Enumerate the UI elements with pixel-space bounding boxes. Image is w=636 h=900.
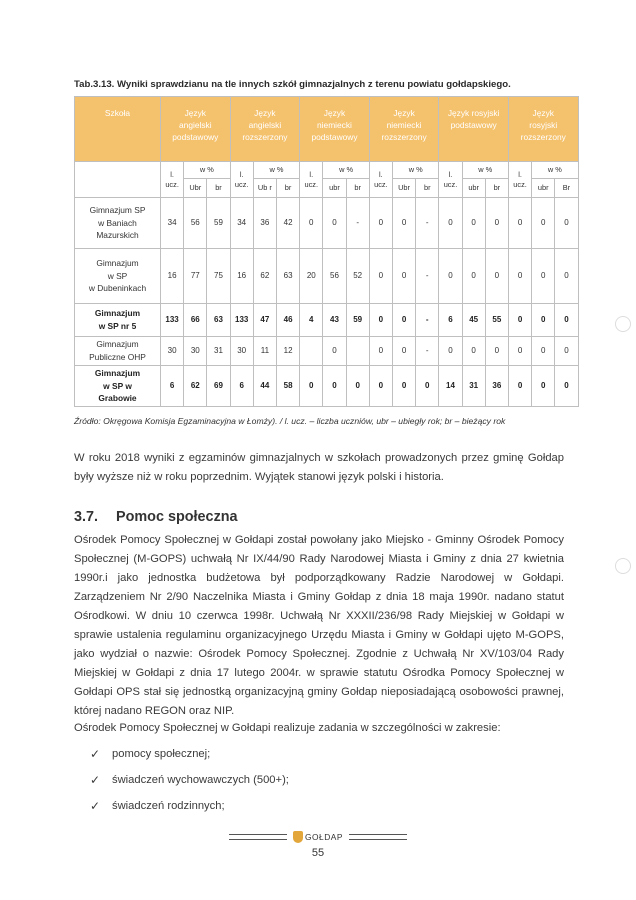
table-cell: 0 [462, 198, 485, 249]
subheader-l: l. [170, 170, 174, 180]
table-cell: - [346, 198, 369, 249]
group-header-line: Język [254, 108, 276, 118]
subheader-year: br [485, 179, 508, 198]
table-cell: 0 [323, 337, 346, 366]
subheader-year: br [416, 179, 439, 198]
table-row [75, 337, 579, 366]
table-cell: 0 [439, 249, 462, 304]
column-header-group [439, 97, 509, 162]
school-name-cell [75, 304, 161, 337]
list-item-text: świadczeń rodzinnych; [112, 800, 225, 812]
subheader-ucz: ucz. [165, 179, 179, 189]
table-cell: 0 [555, 249, 578, 304]
section-heading [74, 509, 238, 525]
footer-rule-right [349, 834, 407, 840]
table-cell: 0 [392, 337, 415, 366]
punch-hole-mark [615, 558, 631, 574]
table-cell: 0 [392, 366, 415, 407]
page-footer [0, 831, 636, 859]
school-name-cell [75, 337, 161, 366]
table-cell: 42 [276, 198, 299, 249]
group-header-line: Język [184, 108, 206, 118]
list-item [90, 741, 289, 767]
table-cell: 43 [323, 304, 346, 337]
table-cell: 0 [532, 198, 555, 249]
table-cell: 0 [416, 366, 439, 407]
punch-hole-mark [615, 316, 631, 332]
task-list [90, 741, 289, 819]
school-name-cell [75, 249, 161, 304]
table-cell: 0 [369, 337, 392, 366]
table-cell: 0 [346, 366, 369, 407]
subheader-year: Ub r [253, 179, 276, 198]
table-cell: - [416, 249, 439, 304]
school-name-line: w Baniach [98, 217, 137, 228]
table-cell: 44 [253, 366, 276, 407]
subheader-year: br [207, 179, 230, 198]
table-cell: 0 [485, 337, 508, 366]
subheader-count [508, 162, 531, 198]
table-cell: 6 [161, 366, 184, 407]
subheader-percent: w % [253, 162, 299, 179]
table-caption: Tab.3.13. Wyniki sprawdzianu na tle innych szkół gimnazjalnych z terenu powiatu gołdapskiego. [74, 79, 511, 90]
subheader-l: l. [379, 170, 383, 180]
school-name-line: Gimnazjum [94, 368, 141, 379]
table-cell: 30 [161, 337, 184, 366]
subheader-ucz: ucz. [374, 179, 388, 189]
section-title: Pomoc społeczna [116, 509, 238, 525]
school-name-line: Gimnazjum [94, 308, 141, 319]
table-cell: 47 [253, 304, 276, 337]
subheader-ucz: ucz. [443, 179, 458, 189]
subheader-year: ubr [323, 179, 346, 198]
table-cell: - [416, 337, 439, 366]
school-name-line: Grabowie [98, 393, 137, 404]
table-cell: 0 [369, 198, 392, 249]
paragraph-ops-history: Ośrodek Pomocy Społecznej w Gołdapi został powołany jako Miejsko - Gminny Ośrodek Pomocy Społecznej (M-GOPS) uchwałą Nr IX/44/90 Rady Narodowej Miasta i Gminy z dnia 27 kwietnia 1990r.i jako jednostka budżetowa był podporządkowany Radzie Narodowej w Gołdapi. Zarządzeniem Nr 2/90 Naczelnika Miasta i Gminy Gołdap z dnia 18 maja 1990r. nadano statut Ośrodkowi. W dniu 10 czerwca 1998r. Uchwałą Nr XXXII/236/98 Rady Miejskiej w Gołdapi w sprawie ustalenia regulaminu organizacyjnego Urzędu Miasta i Gminy w Gołdapi ujęto M-GOPS, jako wydział o nazwie: Ośrodek Pomocy Społecznej. Zgodnie z Uchwałą Nr XV/103/04 Rady Miejskiej w Gołdapi z dnia 17 lutego 2004r. w sprawie statutu Ośrodka Pomocy Społecznej w Gołdapi OPS stał się jednostką organizacyjną gminy Gołdap nieposiadającą osobowości prawnej, której nadano REGON oraz NIP. [74, 534, 564, 717]
group-header-line: rozszerzony [520, 132, 566, 143]
school-name-line: w SP [107, 270, 128, 281]
coat-of-arms-icon [293, 831, 303, 843]
table-cell: 0 [323, 198, 346, 249]
table-cell: 31 [462, 366, 485, 407]
school-name-line: Publiczne OHP [89, 352, 146, 362]
table-cell: 34 [161, 198, 184, 249]
school-name-line: w SP w [103, 380, 132, 391]
subheader-ucz: ucz. [304, 179, 319, 189]
table-cell: 56 [184, 198, 207, 249]
table-cell: 0 [439, 337, 462, 366]
table-cell: 0 [508, 198, 531, 249]
subheader-count [369, 162, 392, 198]
column-header-school: Szkoła [75, 97, 161, 162]
table-row [75, 366, 579, 407]
column-header-group [230, 97, 300, 162]
school-name-line: Gimnazjum SP [89, 205, 146, 216]
table-subheader-row [75, 162, 579, 179]
table-cell: 0 [392, 198, 415, 249]
table-cell: 58 [276, 366, 299, 407]
column-header-empty [75, 162, 161, 198]
table-cell: 62 [184, 366, 207, 407]
table-cell: 14 [439, 366, 462, 407]
school-name-line: w Dubeninkach [88, 283, 147, 294]
table-cell: 0 [508, 337, 531, 366]
section-number: 3.7. [74, 509, 99, 525]
subheader-percent: w % [323, 162, 369, 179]
paragraph-exam-results: W roku 2018 wyniki z egzaminów gimnazjalnych w szkołach prowadzonych przez gminę Gołdap były wyższe niż w roku poprzednim. Wyjątek stanowi język polski i historia. [74, 452, 564, 483]
table-cell: 45 [462, 304, 485, 337]
table-row [75, 198, 579, 249]
table-cell: 31 [207, 337, 230, 366]
subheader-count [439, 162, 462, 198]
table-cell: 0 [462, 337, 485, 366]
table-cell: 12 [276, 337, 299, 366]
table-cell: 55 [485, 304, 508, 337]
table-cell: 0 [392, 249, 415, 304]
checkmark-icon: ✓ [90, 799, 101, 813]
table-cell: 0 [392, 304, 415, 337]
table-cell: 0 [439, 198, 462, 249]
table-row [75, 249, 579, 304]
column-header-group [369, 97, 439, 162]
subheader-percent: w % [462, 162, 508, 179]
table-cell: 0 [323, 366, 346, 407]
table-cell: 11 [253, 337, 276, 366]
table-cell: 16 [161, 249, 184, 304]
table-row [75, 304, 579, 337]
group-header-line: Język [393, 108, 415, 118]
group-header-line: podstawowy [450, 120, 497, 131]
subheader-year: ubr [462, 179, 485, 198]
table-cell: 133 [230, 304, 253, 337]
table-cell: 0 [555, 304, 578, 337]
table-cell: 0 [485, 198, 508, 249]
subheader-l: l. [448, 170, 453, 180]
school-name-line: Mazurskich [96, 230, 139, 241]
table-cell: 0 [462, 249, 485, 304]
table-cell: 0 [532, 249, 555, 304]
column-header-group [508, 97, 578, 162]
subheader-l: l. [239, 170, 244, 180]
table-cell: 16 [230, 249, 253, 304]
group-header-line: niemiecki [386, 120, 422, 131]
table-cell: 34 [230, 198, 253, 249]
list-item [90, 793, 289, 819]
table-cell: 63 [276, 249, 299, 304]
paragraph-ops-tasks: Ośrodek Pomocy Społecznej w Gołdapi realizuje zadania w szczególności w zakresie: [74, 722, 501, 734]
table-cell: 0 [555, 198, 578, 249]
table-cell: 0 [532, 304, 555, 337]
school-name-line: Gimnazjum [96, 258, 139, 269]
subheader-year: br [276, 179, 299, 198]
subheader-l: l. [518, 170, 522, 180]
list-item-text: pomocy społecznej; [112, 748, 211, 760]
table-cell: 30 [184, 337, 207, 366]
group-header-line: niemiecki [317, 120, 352, 131]
table-cell: 6 [230, 366, 253, 407]
school-name-cell [75, 198, 161, 249]
table-source-note: Źródło: Okręgowa Komisja Egzaminacyjna w Łomży). / l. ucz. – liczba uczniów, ubr – ubiegły rok; br – bieżący rok [74, 416, 506, 426]
table-cell: 0 [369, 249, 392, 304]
subheader-percent: w % [532, 162, 578, 179]
checkmark-icon: ✓ [90, 747, 101, 761]
table-cell: 0 [300, 366, 323, 407]
table-cell: 30 [230, 337, 253, 366]
table-cell: 0 [485, 249, 508, 304]
subheader-count [161, 162, 184, 198]
table-cell: 77 [184, 249, 207, 304]
subheader-percent: w % [184, 162, 230, 179]
table-cell: 0 [555, 366, 578, 407]
table-cell: 4 [300, 304, 323, 337]
table-cell [300, 337, 323, 366]
subheader-l: l. [309, 170, 314, 180]
list-item [90, 767, 289, 793]
group-header-line: rosyjski [529, 120, 558, 131]
table-cell: 75 [207, 249, 230, 304]
group-header-line: rozszerzony [381, 132, 427, 143]
table-cell: 6 [439, 304, 462, 337]
table-cell: 20 [300, 249, 323, 304]
footer-logo-text: GOŁDAP [305, 832, 343, 842]
table-cell: - [416, 198, 439, 249]
table-cell: - [416, 304, 439, 337]
table-cell: 69 [207, 366, 230, 407]
subheader-ucz: ucz. [513, 179, 527, 189]
column-header-group [300, 97, 370, 162]
table-cell: 62 [253, 249, 276, 304]
subheader-percent: w % [392, 162, 438, 179]
subheader-year: ubr [532, 179, 555, 198]
table-cell: 56 [323, 249, 346, 304]
column-header-group [161, 97, 231, 162]
subheader-year: Br [555, 179, 578, 198]
subheader-ucz: ucz. [234, 179, 249, 189]
list-item-text: świadczeń wychowawczych (500+); [112, 774, 289, 786]
subheader-count [230, 162, 253, 198]
table-cell: 0 [508, 366, 531, 407]
group-header-line: podstawowy [311, 132, 358, 143]
table-cell: 63 [207, 304, 230, 337]
table-cell: 36 [485, 366, 508, 407]
school-name-cell [75, 366, 161, 407]
table-cell [346, 337, 369, 366]
footer-rule-left [229, 834, 287, 840]
group-header-line: Język [532, 108, 554, 118]
table-cell: 66 [184, 304, 207, 337]
school-name-line: w SP nr 5 [98, 321, 137, 331]
subheader-year: Ubr [184, 179, 207, 198]
table-cell: 133 [161, 304, 184, 337]
group-header-line: Język [323, 108, 346, 118]
table-cell: 46 [276, 304, 299, 337]
table-cell: 0 [532, 337, 555, 366]
table-cell: 52 [346, 249, 369, 304]
subheader-count [300, 162, 323, 198]
table-header-row [75, 97, 579, 162]
group-header-line: angielski [248, 120, 282, 131]
table-cell: 0 [369, 366, 392, 407]
group-header-line: podstawowy [172, 132, 219, 143]
table-cell: 0 [555, 337, 578, 366]
group-header-line: Język rosyjski [447, 108, 500, 118]
table-cell: 0 [508, 249, 531, 304]
school-name-line: Gimnazjum [96, 339, 139, 350]
table-cell: 0 [508, 304, 531, 337]
table-cell: 36 [253, 198, 276, 249]
page-number: 55 [311, 847, 325, 859]
table-cell: 0 [532, 366, 555, 407]
group-header-line: rozszerzony [242, 132, 288, 143]
checkmark-icon: ✓ [90, 773, 101, 787]
table-cell: 59 [346, 304, 369, 337]
table-cell: 0 [300, 198, 323, 249]
group-header-line: angielski [179, 120, 212, 131]
results-table [74, 96, 579, 407]
table-cell: 0 [369, 304, 392, 337]
subheader-year: br [346, 179, 369, 198]
table-cell: 59 [207, 198, 230, 249]
footer-logo [293, 831, 343, 843]
subheader-year: Ubr [392, 179, 415, 198]
